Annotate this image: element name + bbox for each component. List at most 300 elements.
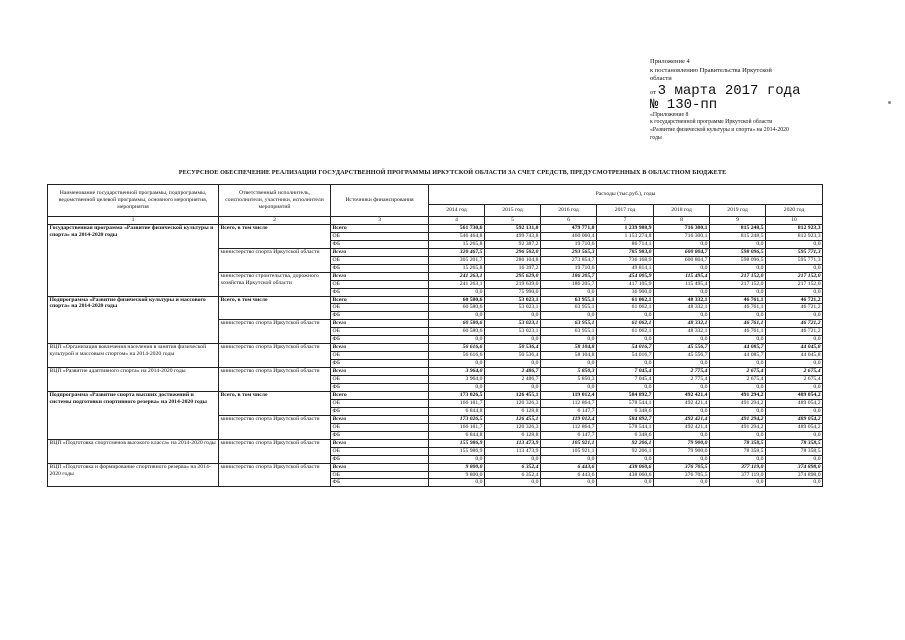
expense-value: 0,0 [710,264,766,272]
expense-value: 63 955,1 [541,304,597,312]
sub-attachment-line-2: к государственной программе Иркутской области [650,119,773,126]
header-year: 2014 год [429,205,485,217]
expense-value: 50 536,4 [485,344,541,352]
executor-name: министерство спорта Иркутской области [219,415,331,439]
column-index: 3 [331,217,429,225]
expense-value: 119 012,4 [541,415,597,423]
expense-value: 0,0 [766,264,823,272]
expense-value: 6 443,6 [541,463,597,471]
funding-source: Всего [331,320,429,328]
expense-value: 785 983,0 [597,248,654,256]
funding-source: ФБ [331,479,429,487]
program-name: Подпрограмма «Развитие физической культуры и массового спорта» на 2014-2020 годы [48,296,219,344]
column-index: 6 [541,217,597,225]
expense-value: 44 045,8 [766,344,823,352]
expense-value: 295 629,0 [485,272,541,280]
attachment-line-1: Приложение 4 [650,58,690,65]
expense-value: 0,0 [766,312,823,320]
program-name: Государственная программа «Развитие физической культуры и спорта» на 2014-2020 годы [48,224,219,296]
expense-value: 561 730,6 [429,224,485,232]
expense-value: 115 495,4 [654,280,710,288]
scan-dot [888,101,891,104]
expense-value: 489 054,2 [766,391,823,399]
expense-value: 0,0 [766,240,823,248]
expense-value: 63 955,1 [541,328,597,336]
funding-source: ФБ [331,384,429,392]
expense-value: 105 921,1 [541,447,597,455]
funding-source: ОБ [331,471,429,479]
attachment-block [650,58,875,142]
header-year: 2016 год [541,205,597,217]
expense-value: 9 800,0 [429,471,485,479]
table-row [48,463,823,471]
expense-value: 491 294,2 [710,423,766,431]
expense-value: 815 248,5 [710,224,766,232]
expense-value: 5 850,3 [541,376,597,384]
expense-value: 0,0 [485,384,541,392]
expense-value: 0,0 [597,455,654,463]
decree-date: 3 марта 2017 года [657,82,801,99]
expense-value: 1 153 274,8 [597,232,654,240]
expense-value: 126 455,1 [485,391,541,399]
expense-value: 0,0 [766,455,823,463]
executor-name: Всего, в том числе [219,391,331,415]
expense-value: 305 201,7 [429,256,485,264]
expense-value: 56 616,6 [429,352,485,360]
expense-value: 19 710,6 [541,240,597,248]
funding-source: Всего [331,296,429,304]
funding-source: ОБ [331,399,429,407]
expense-value: 54 016,7 [597,344,654,352]
expense-value: 53 023,1 [485,328,541,336]
expense-value: 61 062,1 [597,296,654,304]
expense-value: 0,0 [429,384,485,392]
program-name: ВЦП «Подготовка и формирование спортивного резерва» на 2014-2020 годы [48,463,219,487]
header-year: 2019 год [710,205,766,217]
expense-value: 6 128,8 [485,431,541,439]
expense-value: 0,0 [485,455,541,463]
expense-value: 0,0 [485,312,541,320]
expense-value: 6 128,8 [485,407,541,415]
expense-value: 56 616,6 [429,344,485,352]
expense-value: 78 358,5 [710,439,766,447]
funding-source: ФБ [331,240,429,248]
expense-value: 2 675,4 [766,376,823,384]
expense-value: 0,0 [654,312,710,320]
sub-attachment-line-4: годы [650,134,662,141]
expense-value: 0,0 [710,336,766,344]
expense-value: 36 900,0 [597,288,654,296]
executor-name: министерство строительства, дорожного хозяйства Иркутской области [219,272,331,296]
expense-value: 0,0 [541,336,597,344]
expense-value: 2 675,4 [710,368,766,376]
expense-value: 492 421,4 [654,423,710,431]
expense-value: 0,0 [710,455,766,463]
expense-value: 0,0 [654,407,710,415]
executor-name: Всего, в том числе [219,296,331,320]
sub-attachment-line-3: «Развитие физической культуры и спорта» на 2014-2020 [650,126,789,133]
funding-source: ФБ [331,431,429,439]
expense-value: 113 473,9 [485,447,541,455]
expense-value: 44 085,7 [710,352,766,360]
funding-source: ОБ [331,376,429,384]
expense-value: 46 721,2 [766,320,823,328]
expense-value: 592 131,0 [485,224,541,232]
expense-value: 584 892,7 [597,391,654,399]
expense-value: 0,0 [429,336,485,344]
expense-value: 241 263,1 [429,272,485,280]
expense-value: 374 898,0 [766,463,823,471]
expense-value: 6 147,7 [541,431,597,439]
funding-source: Всего [331,248,429,256]
column-index: 2 [219,217,331,225]
executor-name: министерство спорта Иркутской области [219,344,331,368]
expense-value: 0,0 [766,336,823,344]
expense-value: 3 964,0 [429,376,485,384]
expense-value: 0,0 [541,360,597,368]
expense-value: 48 332,1 [654,296,710,304]
expense-value: 46 761,1 [710,296,766,304]
funding-source: ОБ [331,304,429,312]
expense-value: 6 844,8 [429,431,485,439]
program-name: Подпрограмма «Развитие спорта высших достижений и системы подготовки спортивного резерва» на 2014-2020 годы [48,391,219,439]
executor-name: министерство спорта Иркутской области [219,368,331,392]
expense-value: 0,0 [766,479,823,487]
expense-value: 0,0 [710,312,766,320]
funding-source: Всего [331,391,429,399]
expense-value: 45 556,7 [654,344,710,352]
expense-value: 491 294,2 [710,399,766,407]
expense-value: 0,0 [654,479,710,487]
expense-value: 600 804,7 [654,248,710,256]
expense-value: 7 045,4 [597,368,654,376]
expense-value: 6 443,6 [541,471,597,479]
expense-value: 60 580,6 [429,296,485,304]
column-index: 10 [766,217,823,225]
expense-value: 217 152,0 [710,272,766,280]
funding-source: ФБ [331,455,429,463]
expense-value: 6 844,8 [429,407,485,415]
expense-value: 2 775,4 [654,376,710,384]
expense-value: 45 556,7 [654,352,710,360]
expense-value: 812 923,3 [766,224,823,232]
expense-value: 60 580,6 [429,320,485,328]
expense-value: 5 850,3 [541,368,597,376]
expense-value: 49 814,1 [597,264,654,272]
executor-name: министерство спорта Иркутской области [219,248,331,272]
funding-source: ОБ [331,447,429,455]
header-expenses: Расходы (тыс.руб.), годы [429,185,823,205]
expense-value: 2 775,4 [654,368,710,376]
expense-value: 479 771,0 [541,224,597,232]
expense-value: 120 326,3 [485,423,541,431]
attachment-line-2: к постановлению Правительства Иркутской [650,66,772,74]
expense-value: 454 005,9 [597,272,654,280]
expense-value: 0,0 [710,479,766,487]
expense-value: 113 473,9 [485,439,541,447]
expense-value: 61 062,1 [597,304,654,312]
date-prefix: от [650,88,657,96]
expense-value: 115 495,4 [654,272,710,280]
expense-value: 63 955,1 [541,320,597,328]
expense-value: 6 352,4 [485,471,541,479]
expense-value: 296 502,0 [485,248,541,256]
program-name: ВЦП «Организация вовлечения населения в занятия физической культурой и массовым спортом» на 2014-2020 годы [48,344,219,368]
expense-value: 600 804,7 [654,256,710,264]
table-row [48,368,823,376]
column-index: 7 [597,217,654,225]
expense-value: 812 923,3 [766,232,823,240]
expense-value: 0,0 [654,336,710,344]
expense-value: 44 045,8 [766,352,823,360]
expense-value: 46 761,1 [710,304,766,312]
expense-value: 0,0 [541,288,597,296]
expense-value: 491 294,2 [710,391,766,399]
expense-value: 126 455,1 [485,415,541,423]
expense-value: 546 464,8 [429,232,485,240]
expense-value: 598 096,5 [710,256,766,264]
expense-value: 16 397,2 [485,264,541,272]
expense-value: 19 710,6 [541,264,597,272]
header-source: Источники финансирования [331,185,429,217]
expense-value: 0,0 [541,479,597,487]
expense-value: 119 012,4 [541,391,597,399]
funding-source: Всего [331,344,429,352]
expense-value: 155 986,9 [429,439,485,447]
expense-value: 92 387,2 [485,240,541,248]
expense-value: 219 639,0 [485,280,541,288]
funding-source: Всего [331,439,429,447]
expense-value: 6 348,6 [597,431,654,439]
expense-value: 0,0 [429,455,485,463]
funding-source: ОБ [331,352,429,360]
expense-value: 0,0 [485,336,541,344]
header-name: Наименование государственной программы, подпрограммы, ведомственной целевой программы, основного мероприятия, мероприятия [48,185,219,217]
column-index: 9 [710,217,766,225]
decree-number: № 130-пп [650,96,718,113]
attachment-date-line [650,84,875,98]
funding-source: ОБ [331,256,429,264]
column-index: 1 [48,217,219,225]
header-year: 2017 год [597,205,654,217]
expense-value: 44 085,7 [710,344,766,352]
expense-value: 173 026,5 [429,415,485,423]
expense-value: 173 026,5 [429,391,485,399]
expense-value: 112 864,7 [541,423,597,431]
expense-value: 2 486,7 [485,368,541,376]
expense-value: 0,0 [429,288,485,296]
funding-source: ОБ [331,328,429,336]
expense-value: 61 062,1 [597,328,654,336]
expense-value: 0,0 [597,312,654,320]
expense-value: 376 705,5 [654,463,710,471]
expense-value: 0,0 [766,360,823,368]
funding-source: Всего [331,224,429,232]
table-row [48,439,823,447]
expense-value: 716 300,1 [654,232,710,240]
funding-source: ОБ [331,423,429,431]
expense-value: 0,0 [766,288,823,296]
expense-value: 0,0 [485,479,541,487]
expense-value: 0,0 [597,384,654,392]
expense-value: 6 348,6 [597,407,654,415]
expense-value: 7 045,4 [597,376,654,384]
sub-attachment-line-1: «Приложение 8 [650,111,689,118]
expense-value: 166 181,7 [429,423,485,431]
expense-value: 79 900,0 [654,439,710,447]
expense-value: 2 675,4 [766,368,823,376]
expense-value: 0,0 [654,384,710,392]
table-row [48,344,823,352]
expense-value: 491 294,2 [710,415,766,423]
expense-value: 0,0 [597,336,654,344]
expense-value: 0,0 [485,360,541,368]
executor-name: министерство спорта Иркутской области [219,463,331,487]
expense-value: 53 023,1 [485,304,541,312]
expense-value: 2 486,7 [485,376,541,384]
header-executor: Ответственный исполнитель, соисполнители, участники, исполнители мероприятий [219,185,331,217]
expense-value: 155 986,9 [429,447,485,455]
expense-value: 578 544,1 [597,399,654,407]
expense-value: 489 054,2 [766,415,823,423]
column-index: 4 [429,217,485,225]
expense-value: 0,0 [766,407,823,415]
expense-value: 3 964,0 [429,368,485,376]
funding-source: Всего [331,415,429,423]
expense-value: 0,0 [429,312,485,320]
program-name: ВЦП «Развитие адаптивного спорта» на 2014-2020 годы [48,368,219,392]
expense-value: 112 864,7 [541,399,597,407]
expense-value: 0,0 [429,479,485,487]
expense-value: 75 990,0 [485,288,541,296]
expense-value: 273 854,7 [541,256,597,264]
expense-value: 53 023,1 [485,320,541,328]
expense-value: 217 152,0 [766,272,823,280]
expense-value: 595 771,3 [766,248,823,256]
expense-value: 48 332,1 [654,320,710,328]
expense-value: 46 761,1 [710,328,766,336]
expense-value: 92 206,1 [597,439,654,447]
expense-value: 92 206,1 [597,447,654,455]
executor-name: Всего, в том числе [219,224,331,248]
expense-value: 438 060,6 [597,471,654,479]
funding-source: ФБ [331,312,429,320]
funding-source: ФБ [331,288,429,296]
expense-value: 217 152,0 [766,280,823,288]
expense-value: 0,0 [541,384,597,392]
expense-value: 0,0 [766,431,823,439]
expense-value: 1 239 988,9 [597,224,654,232]
expense-value: 0,0 [654,455,710,463]
expense-value: 46 721,2 [766,328,823,336]
expense-value: 241 263,1 [429,280,485,288]
expense-value: 0,0 [541,312,597,320]
table-row [48,224,823,232]
expense-value: 0,0 [429,360,485,368]
expense-value: 489 054,2 [766,423,823,431]
expense-value: 58 104,8 [541,344,597,352]
expense-value: 217 152,0 [710,280,766,288]
expense-value: 815 248,5 [710,232,766,240]
expense-value: 9 800,0 [429,463,485,471]
expense-value: 376 705,5 [654,471,710,479]
expense-value: 584 892,7 [597,415,654,423]
expense-value: 280 104,8 [485,256,541,264]
expense-value: 46 721,2 [766,304,823,312]
expense-value: 0,0 [597,479,654,487]
expense-value: 0,0 [597,360,654,368]
expense-value: 48 332,1 [654,328,710,336]
header-year: 2015 год [485,205,541,217]
resource-table [47,184,823,487]
expense-value: 63 955,1 [541,296,597,304]
expense-value: 60 580,6 [429,304,485,312]
expense-value: 374 898,0 [766,471,823,479]
expense-value: 377 119,0 [710,463,766,471]
expense-value: 0,0 [541,455,597,463]
funding-source: ФБ [331,336,429,344]
expense-value: 78 358,5 [766,439,823,447]
expense-value: 46 761,1 [710,320,766,328]
expense-value: 0,0 [710,240,766,248]
expense-value: 60 580,6 [429,328,485,336]
funding-source: ФБ [331,407,429,415]
expense-value: 61 062,1 [597,320,654,328]
funding-source: Всего [331,368,429,376]
expense-value: 0,0 [710,288,766,296]
header-year: 2018 год [654,205,710,217]
expense-value: 0,0 [710,360,766,368]
expense-value: 186 205,7 [541,280,597,288]
expense-value: 15 265,8 [429,264,485,272]
expense-value: 0,0 [710,384,766,392]
expense-value: 105 921,1 [541,439,597,447]
expense-value: 293 565,3 [541,248,597,256]
expense-value: 6 352,4 [485,463,541,471]
executor-name: министерство спорта Иркутской области [219,320,331,344]
expense-value: 79 900,0 [654,447,710,455]
expense-value: 492 421,4 [654,415,710,423]
expense-value: 417 105,9 [597,280,654,288]
expense-value: 186 205,7 [541,272,597,280]
table-row [48,296,823,304]
expense-value: 0,0 [654,360,710,368]
expense-value: 86 714,1 [597,240,654,248]
expense-value: 438 060,6 [597,463,654,471]
expense-value: 58 104,8 [541,352,597,360]
document-title: РЕСУРСНОЕ ОБЕСПЕЧЕНИЕ РЕАЛИЗАЦИИ ГОСУДАРСТВЕННОЙ ПРОГРАММЫ ИРКУТСКОЙ ОБЛАСТИ ЗА СЧЕТ СРЕДСТВ, ПРЕДУСМОТРЕННЫХ В ОБЛАСТНОМ БЮДЖЕТЕ [178,169,727,176]
expense-value: 0,0 [710,431,766,439]
expense-value: 492 421,4 [654,399,710,407]
expense-value: 78 358,5 [766,447,823,455]
attachment-line-3: области [650,75,672,83]
expense-value: 50 536,4 [485,352,541,360]
expense-value: 48 332,1 [654,304,710,312]
column-index: 5 [485,217,541,225]
expense-value: 377 119,0 [710,471,766,479]
expense-value: 120 326,3 [485,399,541,407]
expense-value: 0,0 [654,240,710,248]
expense-value: 0,0 [654,431,710,439]
header-year: 2020 год [766,205,823,217]
executor-name: министерство спорта Иркутской области [219,439,331,463]
funding-source: ФБ [331,264,429,272]
expense-value: 0,0 [766,384,823,392]
expense-value: 499 743,8 [485,232,541,240]
expense-value: 0,0 [710,407,766,415]
funding-source: ОБ [331,232,429,240]
funding-source: Всего [331,272,429,280]
